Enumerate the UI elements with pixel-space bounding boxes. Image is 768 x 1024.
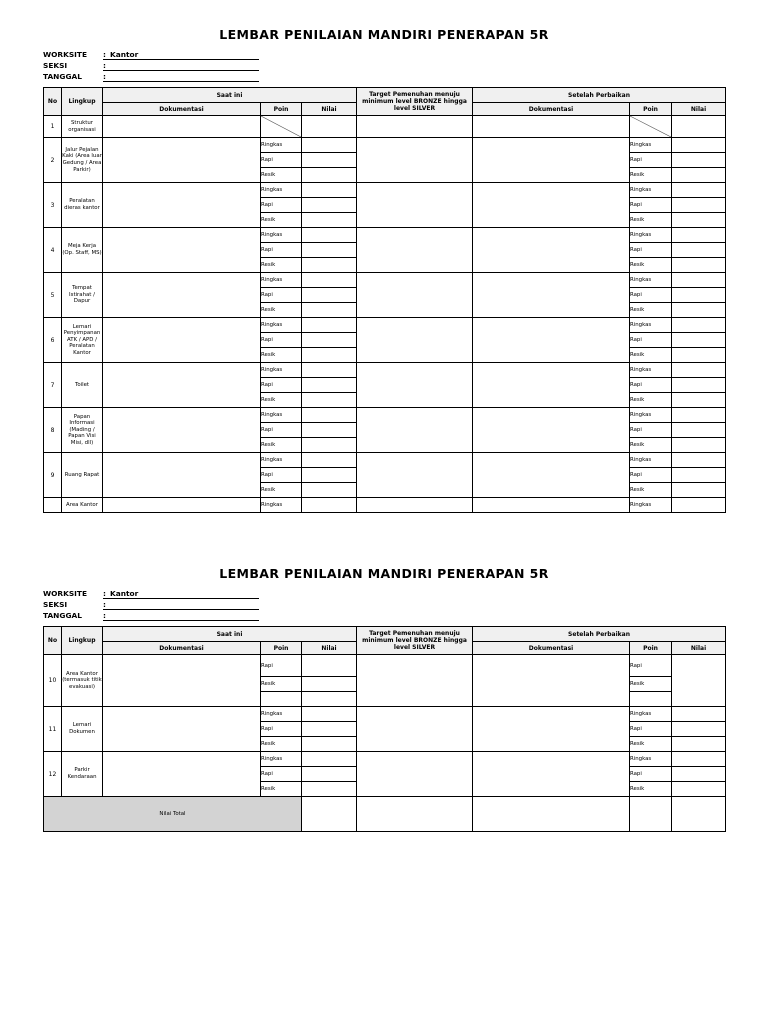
nilai-cell[interactable] <box>672 258 726 273</box>
row-lingkup: Ruang Rapat <box>62 453 103 498</box>
dokumentasi-cell[interactable] <box>473 228 630 273</box>
poin-label: Resik <box>630 483 672 498</box>
dokumentasi-total-cell[interactable] <box>473 797 630 832</box>
poin-label: Resik <box>630 393 672 408</box>
dokumentasi-cell[interactable] <box>103 273 261 318</box>
nilai-cell[interactable] <box>302 408 357 423</box>
nilai-cell[interactable] <box>302 378 357 393</box>
poin-label: Ringkas <box>630 453 672 468</box>
nilai-cell[interactable] <box>672 707 726 722</box>
nilai-cell[interactable] <box>672 393 726 408</box>
poin-label: Resik <box>261 393 302 408</box>
seksi-label: SEKSI <box>43 61 68 70</box>
row-lingkup: Area Kantor <box>62 498 103 513</box>
nilai-cell[interactable] <box>672 423 726 438</box>
row-lingkup: Lemari Dokumen <box>62 707 103 752</box>
nilai-cell[interactable] <box>302 183 357 198</box>
poin-label: Ringkas <box>261 318 302 333</box>
row-lingkup: Parkir Kendaraan <box>62 752 103 797</box>
colon: : <box>103 61 106 70</box>
poin-label: Ringkas <box>261 707 302 722</box>
table-row <box>44 655 726 677</box>
poin-label: Rapi <box>630 288 672 303</box>
row-lingkup: Papan Informasi (Mading / Papan Visi Misi, dll) <box>62 408 103 453</box>
nilai-cell[interactable] <box>672 183 726 198</box>
poin-label: Ringkas <box>630 752 672 767</box>
nilai-cell[interactable] <box>302 423 357 438</box>
target-cell[interactable] <box>357 116 473 138</box>
poin-diagonal-cell <box>261 116 302 138</box>
poin-total-cell[interactable] <box>630 797 672 832</box>
poin-label: Rapi <box>261 153 302 168</box>
header-nilai: Nilai <box>672 642 726 655</box>
poin-label: Rapi <box>630 767 672 782</box>
worksite-label: WORKSITE <box>43 589 88 598</box>
underline <box>103 59 259 60</box>
table-row <box>44 228 726 243</box>
target-cell[interactable] <box>357 183 473 228</box>
row-lingkup: Struktur organisasi <box>62 116 103 138</box>
nilai-cell[interactable] <box>302 333 357 348</box>
dokumentasi-cell[interactable] <box>103 408 261 453</box>
tanggal-field[interactable] <box>103 620 259 621</box>
underline <box>103 598 259 599</box>
nilai-cell[interactable] <box>672 213 726 228</box>
nilai-cell[interactable] <box>672 782 726 797</box>
nilai-cell[interactable] <box>672 138 726 153</box>
target-cell[interactable] <box>357 498 473 513</box>
header-dokumentasi: Dokumentasi <box>103 642 261 655</box>
target-cell[interactable] <box>357 752 473 797</box>
poin-label: Rapi <box>261 655 302 677</box>
target-total-cell[interactable] <box>357 797 473 832</box>
header-no: No <box>44 88 62 116</box>
colon: : <box>103 611 106 620</box>
dokumentasi-cell[interactable] <box>103 498 261 513</box>
table-row <box>44 273 726 288</box>
nilai-total-label: Nilai Total <box>44 797 302 832</box>
poin-label: Resik <box>261 483 302 498</box>
dokumentasi-cell[interactable] <box>473 655 630 707</box>
poin-label: Rapi <box>261 288 302 303</box>
poin-label: Ringkas <box>261 453 302 468</box>
poin-label <box>261 692 302 707</box>
target-cell[interactable] <box>357 273 473 318</box>
nilai-cell[interactable] <box>672 288 726 303</box>
nilai-cell[interactable] <box>672 198 726 213</box>
row-lingkup: Tempat Istirahat / Dapur <box>62 273 103 318</box>
nilai-after-total-cell[interactable] <box>672 797 726 832</box>
poin-label: Ringkas <box>630 138 672 153</box>
poin-label: Ringkas <box>630 498 672 513</box>
row-number: 3 <box>44 183 62 228</box>
header-nilai: Nilai <box>302 642 357 655</box>
table-row <box>44 183 726 198</box>
poin-label: Rapi <box>630 468 672 483</box>
nilai-cell[interactable] <box>672 767 726 782</box>
nilai-cell[interactable] <box>302 677 357 692</box>
table-row <box>44 116 726 138</box>
poin-label: Resik <box>261 213 302 228</box>
table-row <box>44 138 726 153</box>
nilai-cell[interactable] <box>672 333 726 348</box>
nilai-cell[interactable] <box>672 273 726 288</box>
poin-label: Rapi <box>630 378 672 393</box>
dokumentasi-cell[interactable] <box>473 498 630 513</box>
poin-label: Ringkas <box>630 707 672 722</box>
worksite-value[interactable]: Kantor <box>110 589 139 598</box>
nilai-cell[interactable] <box>302 722 357 737</box>
dokumentasi-cell[interactable] <box>103 228 261 273</box>
dokumentasi-cell[interactable] <box>473 138 630 183</box>
row-number: 11 <box>44 707 62 752</box>
poin-label: Ringkas <box>630 363 672 378</box>
header-dokumentasi: Dokumentasi <box>473 642 630 655</box>
poin-label: Ringkas <box>261 228 302 243</box>
poin-label: Ringkas <box>261 138 302 153</box>
poin-label: Resik <box>261 737 302 752</box>
poin-label: Resik <box>630 258 672 273</box>
seksi-field[interactable] <box>103 609 259 610</box>
poin-label: Rapi <box>630 423 672 438</box>
nilai-cell[interactable] <box>302 752 357 767</box>
dokumentasi-cell[interactable] <box>103 453 261 498</box>
target-cell[interactable] <box>357 408 473 453</box>
nilai-cell[interactable] <box>302 318 357 333</box>
nilai-cell[interactable] <box>302 468 357 483</box>
row-number: 7 <box>44 363 62 408</box>
header-poin: Poin <box>630 103 672 116</box>
header-saat-ini: Saat ini <box>103 627 357 642</box>
nilai-cell[interactable] <box>302 498 357 513</box>
row-lingkup: Jalur Pejalan Kaki (Area luar Gedung / Area Parkir) <box>62 138 103 183</box>
nilai-cell[interactable] <box>672 737 726 752</box>
seksi-label: SEKSI <box>43 600 68 609</box>
nilai-cell[interactable] <box>672 468 726 483</box>
poin-label: Resik <box>261 303 302 318</box>
total-row <box>44 797 726 832</box>
tanggal-label: TANGGAL <box>43 72 82 81</box>
nilai-cell[interactable] <box>672 378 726 393</box>
nilai-cell[interactable] <box>672 168 726 183</box>
colon: : <box>103 50 106 59</box>
row-number: 6 <box>44 318 62 363</box>
row-number: 9 <box>44 453 62 498</box>
nilai-cell[interactable] <box>302 707 357 722</box>
dokumentasi-cell[interactable] <box>473 116 630 138</box>
nilai-cell[interactable] <box>672 348 726 363</box>
row-lingkup: Toilet <box>62 363 103 408</box>
header-dokumentasi: Dokumentasi <box>103 103 261 116</box>
nilai-cell[interactable] <box>302 782 357 797</box>
poin-label: Ringkas <box>630 408 672 423</box>
nilai-cell[interactable] <box>672 438 726 453</box>
poin-label: Ringkas <box>261 273 302 288</box>
nilai-total-cell[interactable] <box>302 797 357 832</box>
nilai-cell[interactable] <box>672 752 726 767</box>
poin-label: Resik <box>630 213 672 228</box>
poin-label: Rapi <box>261 767 302 782</box>
colon: : <box>103 72 106 81</box>
nilai-cell[interactable] <box>302 168 357 183</box>
colon: : <box>103 589 106 598</box>
table-row <box>44 707 726 722</box>
poin-label: Resik <box>261 782 302 797</box>
poin-label: Rapi <box>630 333 672 348</box>
header-setelah-perbaikan: Setelah Perbaikan <box>473 627 726 642</box>
poin-label: Ringkas <box>630 183 672 198</box>
nilai-cell[interactable] <box>302 258 357 273</box>
poin-label: Rapi <box>630 655 672 677</box>
row-lingkup: Meja Kerja (Op. Staff, MS) <box>62 228 103 273</box>
nilai-cell[interactable] <box>672 483 726 498</box>
nilai-cell[interactable] <box>302 655 357 677</box>
nilai-cell[interactable] <box>672 363 726 378</box>
assessment-table <box>43 626 726 832</box>
nilai-cell[interactable] <box>302 153 357 168</box>
header-target: Target Pemenuhan menuju minimum level BRONZE hingga level SILVER <box>357 88 473 116</box>
target-cell[interactable] <box>357 228 473 273</box>
row-number: 4 <box>44 228 62 273</box>
poin-label: Resik <box>630 737 672 752</box>
worksite-label: WORKSITE <box>43 50 88 59</box>
poin-diagonal-cell <box>630 116 672 138</box>
nilai-cell[interactable] <box>302 483 357 498</box>
assessment-table <box>43 87 726 513</box>
poin-label: Ringkas <box>630 228 672 243</box>
poin-label: Rapi <box>630 243 672 258</box>
dokumentasi-cell[interactable] <box>473 752 630 797</box>
row-number: 12 <box>44 752 62 797</box>
row-lingkup: Lemari Penyimpanan ATK / APD / Peralatan Kantor <box>62 318 103 363</box>
nilai-cell[interactable] <box>302 767 357 782</box>
poin-label: Rapi <box>630 722 672 737</box>
table-row <box>44 498 726 513</box>
nilai-cell[interactable] <box>672 303 726 318</box>
poin-label: Resik <box>630 348 672 363</box>
table-row <box>44 318 726 333</box>
tanggal-label: TANGGAL <box>43 611 82 620</box>
header-no: No <box>44 627 62 655</box>
dokumentasi-cell[interactable] <box>103 116 261 138</box>
poin-label: Rapi <box>630 153 672 168</box>
nilai-cell[interactable] <box>672 453 726 468</box>
header-lingkup: Lingkup <box>62 88 103 116</box>
nilai-cell[interactable] <box>302 116 357 138</box>
poin-label: Rapi <box>261 722 302 737</box>
poin-label: Resik <box>630 438 672 453</box>
dokumentasi-cell[interactable] <box>473 408 630 453</box>
nilai-cell[interactable] <box>302 363 357 378</box>
poin-label: Rapi <box>261 243 302 258</box>
nilai-cell[interactable] <box>302 438 357 453</box>
dokumentasi-cell[interactable] <box>103 363 261 408</box>
tanggal-field[interactable] <box>103 81 259 82</box>
row-number: 2 <box>44 138 62 183</box>
poin-label: Rapi <box>261 423 302 438</box>
header-saat-ini: Saat ini <box>103 88 357 103</box>
poin-label: Resik <box>261 348 302 363</box>
dokumentasi-cell[interactable] <box>103 707 261 752</box>
table-row <box>44 408 726 423</box>
poin-label: Ringkas <box>630 273 672 288</box>
poin-label: Ringkas <box>261 752 302 767</box>
poin-label: Rapi <box>261 198 302 213</box>
seksi-field[interactable] <box>103 70 259 71</box>
target-cell[interactable] <box>357 707 473 752</box>
sheet-title: LEMBAR PENILAIAN MANDIRI PENERAPAN 5R <box>219 566 549 581</box>
dokumentasi-cell[interactable] <box>473 318 630 363</box>
dokumentasi-cell[interactable] <box>103 655 261 707</box>
poin-label: Rapi <box>261 378 302 393</box>
row-number: 1 <box>44 116 62 138</box>
row-number: 5 <box>44 273 62 318</box>
poin-label: Resik <box>261 258 302 273</box>
dokumentasi-cell[interactable] <box>103 752 261 797</box>
target-cell[interactable] <box>357 363 473 408</box>
nilai-cell[interactable] <box>672 318 726 333</box>
row-lingkup: Area Kantor (termasuk titik evakuasi) <box>62 655 103 707</box>
header-nilai: Nilai <box>672 103 726 116</box>
nilai-cell[interactable] <box>302 348 357 363</box>
nilai-cell[interactable] <box>672 116 726 138</box>
nilai-cell[interactable] <box>672 243 726 258</box>
poin-label: Resik <box>261 438 302 453</box>
nilai-cell[interactable] <box>302 288 357 303</box>
poin-label <box>630 692 672 707</box>
nilai-cell[interactable] <box>302 393 357 408</box>
row-lingkup: Peralatan dieras kantor <box>62 183 103 228</box>
nilai-cell[interactable] <box>302 737 357 752</box>
target-cell[interactable] <box>357 138 473 183</box>
colon: : <box>103 600 106 609</box>
nilai-cell[interactable] <box>672 655 726 707</box>
poin-label: Ringkas <box>630 318 672 333</box>
poin-label: Resik <box>630 782 672 797</box>
dokumentasi-cell[interactable] <box>103 183 261 228</box>
nilai-cell[interactable] <box>302 453 357 468</box>
header-lingkup: Lingkup <box>62 627 103 655</box>
poin-label: Ringkas <box>261 498 302 513</box>
worksite-value[interactable]: Kantor <box>110 50 139 59</box>
nilai-cell[interactable] <box>672 498 726 513</box>
poin-label: Rapi <box>261 333 302 348</box>
table-row <box>44 752 726 767</box>
nilai-cell[interactable] <box>672 153 726 168</box>
header-nilai: Nilai <box>302 103 357 116</box>
poin-label: Resik <box>630 677 672 692</box>
nilai-cell[interactable] <box>302 243 357 258</box>
poin-label: Resik <box>630 303 672 318</box>
poin-label: Resik <box>261 168 302 183</box>
dokumentasi-cell[interactable] <box>473 453 630 498</box>
header-poin: Poin <box>630 642 672 655</box>
nilai-cell[interactable] <box>302 213 357 228</box>
target-cell[interactable] <box>357 655 473 707</box>
row-number: 10 <box>44 655 62 707</box>
table-row <box>44 363 726 378</box>
poin-label: Resik <box>261 677 302 692</box>
dokumentasi-cell[interactable] <box>473 363 630 408</box>
header-poin: Poin <box>261 103 302 116</box>
nilai-cell[interactable] <box>672 228 726 243</box>
header-dokumentasi: Dokumentasi <box>473 103 630 116</box>
header-target: Target Pemenuhan menuju minimum level BRONZE hingga level SILVER <box>357 627 473 655</box>
row-number <box>44 498 62 513</box>
dokumentasi-cell[interactable] <box>473 273 630 318</box>
nilai-cell[interactable] <box>672 408 726 423</box>
dokumentasi-cell[interactable] <box>473 183 630 228</box>
nilai-cell[interactable] <box>302 303 357 318</box>
nilai-cell[interactable] <box>302 198 357 213</box>
sheet-title: LEMBAR PENILAIAN MANDIRI PENERAPAN 5R <box>219 27 549 42</box>
poin-label: Ringkas <box>261 183 302 198</box>
nilai-cell[interactable] <box>302 692 357 707</box>
header-setelah-perbaikan: Setelah Perbaikan <box>473 88 726 103</box>
dokumentasi-cell[interactable] <box>103 318 261 363</box>
nilai-cell[interactable] <box>302 228 357 243</box>
target-cell[interactable] <box>357 453 473 498</box>
poin-label: Ringkas <box>261 363 302 378</box>
table-row <box>44 453 726 468</box>
target-cell[interactable] <box>357 318 473 363</box>
header-poin: Poin <box>261 642 302 655</box>
poin-label: Ringkas <box>261 408 302 423</box>
nilai-cell[interactable] <box>302 273 357 288</box>
dokumentasi-cell[interactable] <box>103 138 261 183</box>
poin-label: Rapi <box>261 468 302 483</box>
nilai-cell[interactable] <box>302 138 357 153</box>
nilai-cell[interactable] <box>672 722 726 737</box>
poin-label: Resik <box>630 168 672 183</box>
dokumentasi-cell[interactable] <box>473 707 630 752</box>
poin-label: Rapi <box>630 198 672 213</box>
row-number: 8 <box>44 408 62 453</box>
